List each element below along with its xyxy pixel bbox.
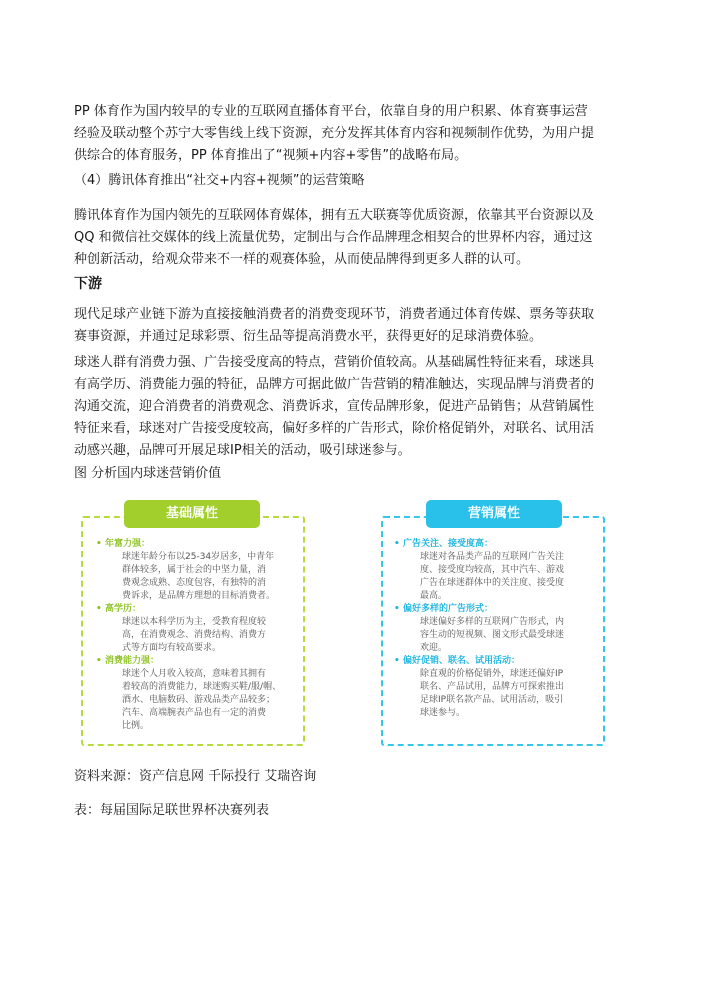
bullet-icon: • [96, 539, 102, 549]
section-heading-downstream: 下游 [74, 276, 102, 292]
marketing-attributes-title: 营销属性 [426, 500, 562, 528]
heading-tencent-strategy: （4）腾讯体育推出“社交+内容+视频”的运营策略 [74, 173, 365, 188]
list-item: • 偏好促销、联名、试用活动： 除直观的价格促销外，球迷还偏好IP 联名、产品试用，品牌方可探索推出 足球IP联名款产品、试用活动，吸引 球迷参与。 [394, 656, 565, 718]
paragraph-fans: 球迷人群有消费力强、广告接受度高的特点，营销价值较高。从基础属性特征来看，球迷具 有高学历、消费能力强的特征，品牌方可据此做广告营销的精准触达，实现品牌与消费者的 沟通交流，迎合消费者的消费观念、消费诉求，宣传品牌形象，促进产品销售；从营销属性 特征来看，球迷对广告接受度较高，偏好多样的广告形式，除价格促销外，对联名、试用活 动感兴趣，品牌可开展足球IP相关的活动，吸引球迷参与。 [74, 355, 595, 458]
figure-caption: 图 分析国内球迷营销价值 [74, 466, 222, 481]
marketing-attributes-list [394, 538, 594, 720]
bullet-icon: • [394, 604, 400, 614]
bullet-icon: • [96, 604, 102, 614]
list-item: • 年富力强： 球迷年龄分布以25-34岁居多，中青年 群体较多，属于社会的中坚力量，消 费观念成熟、态度包容，有独特的消 费诉求，是品牌方理想的目标消费者。 [96, 539, 276, 601]
list-item: • 偏好多样的广告形式： 球迷偏好多样的互联网广告形式，内 容生动的短视频、图文形式最受球迷 欢迎。 [394, 604, 565, 653]
list-item: • 高学历： 球迷以本科学历为主，受教育程度较 高，在消费观念、消费结构、消费方 式等方面均有较高要求。 [96, 604, 267, 653]
paragraph-downstream: 现代足球产业链下游为直接接触消费者的消费变现环节，消费者通过体育传媒、票务等获取 赛事资源，并通过足球彩票、衍生品等提高消费水平，获得更好的足球消费体验。 [74, 307, 595, 344]
bullet-icon: • [394, 656, 400, 666]
paragraph-pp-sports: PP 体育作为国内较早的专业的互联网直播体育平台，依靠自身的用户积累、体育赛事运营 经验及联动整个苏宁大零售线上线下资源，充分发挥其体育内容和视频制作优势，为用户提 供综合的体育服务，PP 体育推出了“视频+内容+零售”的战略布局。 [74, 104, 595, 163]
paragraph-tencent: 腾讯体育作为国内领先的互联网体育媒体，拥有五大联赛等优质资源，依靠其平台资源以及 QQ 和微信社交媒体的线上流量优势，定制出与合作品牌理念相契合的世界杯内容，通过这 种创新活动，给观众带来不一样的观赛体验，从而使品牌得到更多人群的认可。 [74, 208, 595, 267]
basic-attributes-list [96, 538, 296, 733]
table-caption: 表：每届国际足联世界杯决赛列表 [74, 803, 270, 818]
bullet-icon: • [96, 656, 102, 666]
basic-attributes-title: 基础属性 [124, 500, 260, 528]
source-note: 资料来源：资产信息网 千际投行 艾瑞咨询 [74, 769, 317, 784]
list-item: • 消费能力强： 球迷个人月收入较高，意味着其拥有 着较高的消费能力，球迷购买鞋/服/帽、 酒水、电脑数码、游戏品类产品较多； 汽车、高端腕表产品也有一定的消费 比例。 [96, 656, 282, 731]
list-item: • 广告关注、接受度高： 球迷对各品类产品的互联网广告关注 度、接受度均较高，其中汽车、游戏 广告在球迷群体中的关注度、接受度 最高。 [394, 539, 565, 601]
bullet-icon: • [394, 539, 400, 549]
